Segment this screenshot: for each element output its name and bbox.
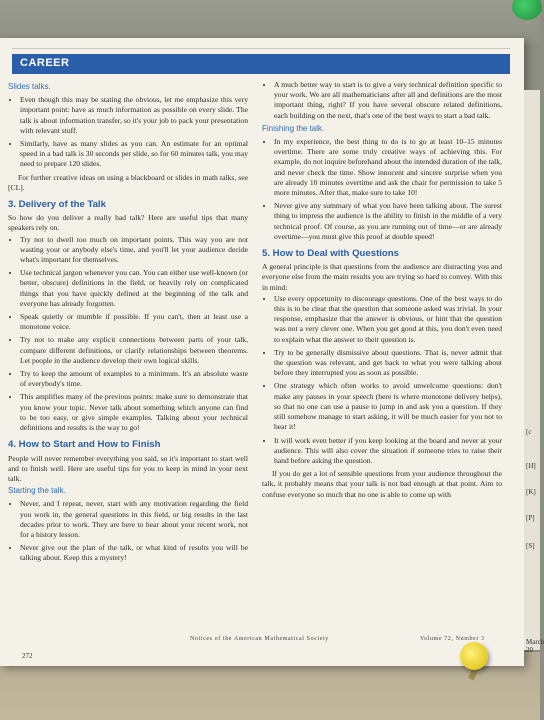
- start-alt-list: [262, 80, 502, 121]
- section-banner: [12, 54, 510, 74]
- list-item: • Even though this may be stating the obvious, let me emphasize this very important point: have as much information as possible on every slide. The talk is about information transfer, so it's your job to pack your presentation with relevant stuff.: [20, 95, 248, 136]
- list-item: • It will work even better if you keep looking at the board and never at your audience. This will also cover the situation if someone tries to raise their hand before asking the question.: [274, 436, 502, 467]
- closing-paragraph: If you do get a lot of sensible questions from your audience throughout the talk, it probably means that your talk is not bad enough at that point. Aim to confuse everyone so much that no one is able to come up with: [262, 469, 502, 499]
- ref-label: [K]: [526, 488, 536, 496]
- volume-footer: Volume 72, Number 3: [420, 636, 485, 642]
- list-item: • Never give out the plan of the talk, or what kind of results you will be talking about. Keep this a mystery!: [20, 543, 248, 563]
- section-3-title: 3. Delivery of the Talk: [8, 199, 106, 211]
- list-item: • Never, and I repeat, never, start with any motivation regarding the field you work in, the general questions in this field, or big results in the last decades prior to work. They are here to hear about your recent work, not for a history lesson.: [20, 499, 248, 540]
- list-item: • Try not to dwell too much on important points. This way you are not wasting your or anybody else's time, and you'll let your audience decide what's important for themselves.: [20, 235, 248, 266]
- list-item: • Never give any summary of what you have been talking about. The surest thing to impress the audience is the ability to finish in the middle of a very technical proof. Of course, as you are running out of time—or are already overtime—you must give this proof at double speed!: [274, 201, 502, 242]
- ref-label: [H]: [526, 462, 536, 470]
- list-item: • Use every opportunity to discourage questions. One of the best ways to do this is to be clear that the question that someone asked was trivial. In your response, emphasize that the answer is obvious, or hint that the question was not a very clever one. When you get good at this, you don't even need to explain what the answer to their question is.: [274, 294, 502, 345]
- ref-label: March 20: [526, 638, 544, 654]
- right-column: [262, 80, 502, 501]
- list-item: • This amplifies many of the previous points: make sure to demonstrate that you know your topic. Never talk about something which anyone can find to be too easy, or give simple examples. Talking about your technical definitions and results is the way to go!: [20, 392, 248, 433]
- header-rule: [12, 48, 510, 49]
- finishing-heading: Finishing the talk.: [262, 123, 325, 133]
- section-3-list: [8, 235, 248, 434]
- slides-heading: Slides talks.: [8, 82, 51, 91]
- journal-footer: Notices of the American Mathematical Society: [190, 636, 329, 642]
- yellow-pushpin-icon: [460, 642, 488, 670]
- section-5-title: 5. How to Deal with Questions: [262, 248, 399, 260]
- blackboard-note: For further creative ideas on using a blackboard or slides in math talks, see [CL].: [8, 172, 248, 192]
- list-item: • Similarly, have as many slides as you can. An estimate for an optimal speed in a bad talk is 30 seconds per slide, so for 60 minutes talk, you may need to prepare 120 slides.: [20, 139, 248, 170]
- section-4-intro: People will never remember everything you said, so it's important to start well and to finish well. Here are useful tips for you to keep in mind in your next talk.: [8, 453, 248, 483]
- ref-label: [S]: [526, 542, 535, 550]
- starting-list: [8, 499, 248, 563]
- printed-page: [0, 38, 524, 666]
- adjacent-page-edge: [524, 90, 544, 654]
- left-column: [8, 80, 248, 567]
- starting-heading: Starting the talk.: [8, 486, 66, 496]
- section-banner-label: CAREER: [20, 57, 70, 69]
- page-number: 272: [22, 652, 33, 660]
- section-5-intro: A general principle is that questions from the audience are distracting you and everyone else from the main results you are trying so hard to convey. With this in mind:: [262, 262, 502, 292]
- section-5-list: [262, 294, 502, 466]
- list-item: • Try to keep the amount of examples to a minimum. It's an absolute waste of everybody's time.: [20, 369, 248, 389]
- slides-list: [8, 95, 248, 169]
- finishing-list: [262, 137, 502, 242]
- list-item: • Try not to make any explicit connections between parts of your talk, compare different definitions, or clarify relationships between theorems. Let people in the audience develop their own logical skills.: [20, 335, 248, 366]
- list-item: • In my experience, the best thing to do is to go at least 10–15 minutes overtime. There are some truly creative ways of achieving this. For example, do not inquire beforehand about the intended duration of the talk, and never check the time. Show innocent and sincere surprise when you are already 10 minutes overtime and ask the chair for permission to take 5 more minutes. After that, make sure to take 10!: [274, 137, 502, 198]
- section-3-intro: So how do you deliver a really bad talk? Here are useful tips that many speakers rely on.: [8, 213, 248, 233]
- section-4-title: 4. How to Start and How to Finish: [8, 439, 161, 451]
- list-item: • Try to be generally dismissive about questions. That is, never admit that the question was relevant, and get back to what you were talking about before they interrupted you as soon as possible.: [274, 348, 502, 379]
- ref-label: [P]: [526, 514, 535, 522]
- list-item: • One strategy which often works to avoid unwelcome questions: don't make any pauses in your speech (here is where monotone delivery helps), so that no one can use a pause to jump in and ask you a question. If they still somehow manage to start asking, it will be much easier for you not to hear it!: [274, 381, 502, 432]
- list-item: • Use technical jargon whenever you can. You can either use well-known (or better, obscure) definitions in the field, or heavily rely on complicated things that you have quickly defined at the beginning of the talk and everyone has already forgotten.: [20, 268, 248, 309]
- list-item: • Speak quietly or mumble if possible. If you can't, then at least use a monotone voice.: [20, 312, 248, 332]
- list-item: • A much better way to start is to give a very technical definition specific to your work. We are all mathematicians after all and definitions are the most important thing, right? If you have several obscure related definitions, each building on the next, that's one of the best ways to start a bad talk.: [274, 80, 502, 121]
- ref-label: [c: [526, 428, 532, 436]
